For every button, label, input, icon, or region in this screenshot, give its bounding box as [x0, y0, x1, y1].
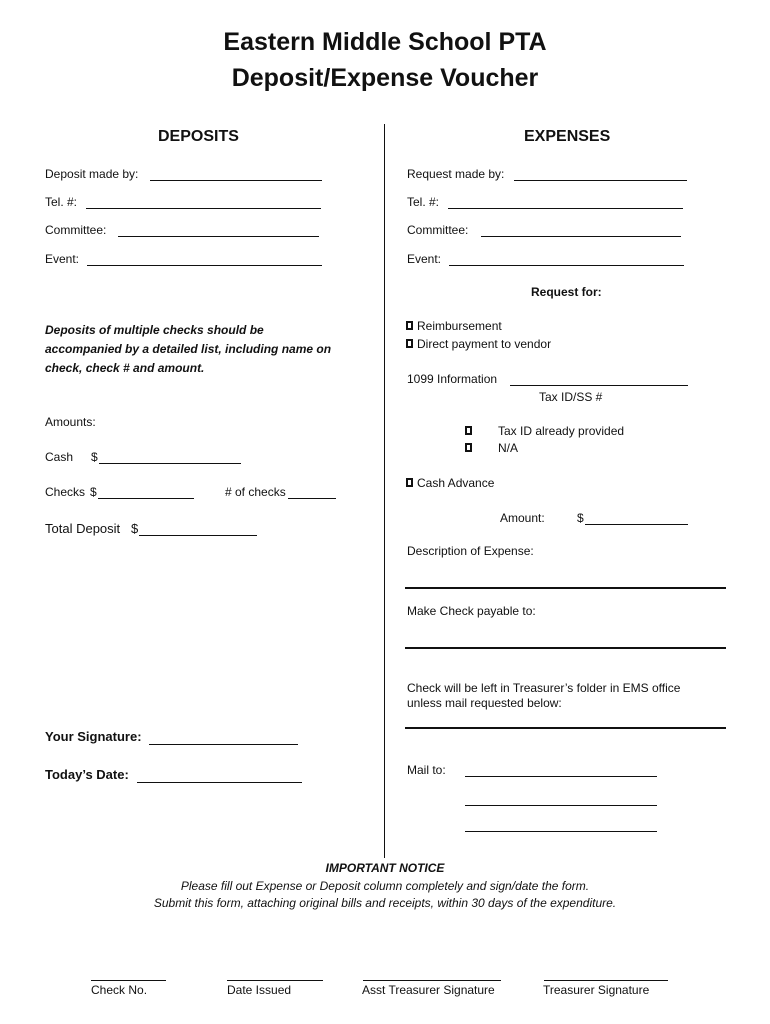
total-deposit-label: Total Deposit [45, 521, 121, 536]
mail-to-line1[interactable] [465, 763, 657, 777]
expense-committee-label: Committee: [407, 223, 469, 237]
your-signature-label: Your Signature: [45, 729, 142, 744]
date-issued-label: Date Issued [227, 983, 292, 997]
description-label: Description of Expense: [407, 544, 534, 558]
direct-payment-label: Direct payment to vendor [417, 337, 552, 351]
todays-date-label: Today’s Date: [45, 767, 129, 782]
expense-tel-field[interactable] [448, 195, 683, 209]
folder-note-field[interactable] [405, 727, 726, 729]
cash-currency: $ [91, 450, 98, 464]
cash-amount-field[interactable] [99, 450, 241, 464]
amounts-label: Amounts: [45, 415, 96, 429]
todays-date-field[interactable] [137, 769, 302, 783]
taxid-provided-checkbox[interactable] [465, 426, 472, 435]
treasurer-signature-field[interactable] [544, 967, 668, 981]
checks-amount-field[interactable] [98, 485, 194, 499]
payable-field[interactable] [405, 647, 726, 649]
amount-label: Amount: [500, 511, 545, 525]
date-issued-field[interactable] [227, 967, 323, 981]
multiple-checks-note-line3: check, check # and amount. [45, 361, 205, 375]
folder-note-line2: unless mail requested below: [407, 696, 562, 710]
checks-label: Checks [45, 485, 86, 499]
cash-advance-checkbox[interactable] [406, 478, 413, 487]
folder-note-line1: Check will be left in Treasurer’s folder in EMS office [407, 681, 681, 695]
form-title: Eastern Middle School PTA [223, 28, 547, 56]
request-for-label: Request for: [531, 285, 602, 299]
checks-currency: $ [90, 485, 97, 499]
na-checkbox[interactable] [465, 443, 472, 452]
deposit-event-field[interactable] [87, 252, 322, 266]
mail-to-line2[interactable] [465, 792, 657, 806]
expense-committee-field[interactable] [481, 223, 681, 237]
total-deposit-field[interactable] [139, 522, 257, 536]
form-subtitle: Deposit/Expense Voucher [231, 64, 539, 92]
expense-event-label: Event: [407, 252, 442, 266]
request-made-by-field[interactable] [514, 167, 687, 181]
treasurer-signature-label: Treasurer Signature [543, 983, 650, 997]
deposit-made-by-label: Deposit made by: [45, 167, 139, 181]
payable-label: Make Check payable to: [407, 604, 536, 618]
num-checks-label: # of checks [225, 485, 286, 499]
asst-treasurer-signature-label: Asst Treasurer Signature [362, 983, 495, 997]
deposit-committee-field[interactable] [118, 223, 319, 237]
asst-treasurer-signature-field[interactable] [363, 967, 501, 981]
taxid-caption: Tax ID/SS # [539, 390, 603, 404]
multiple-checks-note-line1: Deposits of multiple checks should be [45, 323, 264, 337]
reimbursement-checkbox[interactable] [406, 321, 413, 330]
multiple-checks-note-line2: accompanied by a detailed list, including name on [45, 342, 332, 356]
deposit-committee-label: Committee: [45, 223, 107, 237]
amount-field[interactable] [585, 511, 688, 525]
taxid-provided-label: Tax ID already provided [498, 424, 625, 438]
expense-tel-label: Tel. #: [407, 195, 440, 209]
description-field[interactable] [405, 587, 726, 589]
column-divider [384, 124, 385, 858]
notice-line1: Please fill out Expense or Deposit column completely and sign/date the form. [180, 879, 590, 893]
request-made-by-label: Request made by: [407, 167, 505, 181]
notice-heading: IMPORTANT NOTICE [325, 861, 445, 875]
expenses-heading: EXPENSES [524, 128, 611, 145]
cash-label: Cash [45, 450, 74, 464]
cash-advance-label: Cash Advance [417, 476, 495, 490]
deposit-tel-label: Tel. #: [45, 195, 78, 209]
your-signature-field[interactable] [149, 731, 298, 745]
direct-payment-checkbox[interactable] [406, 339, 413, 348]
amount-currency: $ [577, 511, 584, 525]
deposit-tel-field[interactable] [86, 195, 321, 209]
deposit-made-by-field[interactable] [150, 167, 322, 181]
notice-line2: Submit this form, attaching original bills and receipts, within 30 days of the expenditure. [153, 896, 617, 910]
check-no-label: Check No. [91, 983, 148, 997]
info-1099-label: 1099 Information [407, 372, 498, 386]
num-checks-field[interactable] [288, 485, 336, 499]
mail-to-line3[interactable] [465, 818, 657, 832]
deposits-heading: DEPOSITS [158, 128, 239, 145]
info-1099-field[interactable] [510, 372, 688, 386]
check-no-field[interactable] [91, 967, 166, 981]
reimbursement-label: Reimbursement [417, 319, 502, 333]
deposit-event-label: Event: [45, 252, 80, 266]
mail-to-label: Mail to: [407, 763, 446, 777]
total-deposit-currency: $ [131, 521, 139, 536]
na-label: N/A [498, 441, 519, 455]
expense-event-field[interactable] [449, 252, 684, 266]
